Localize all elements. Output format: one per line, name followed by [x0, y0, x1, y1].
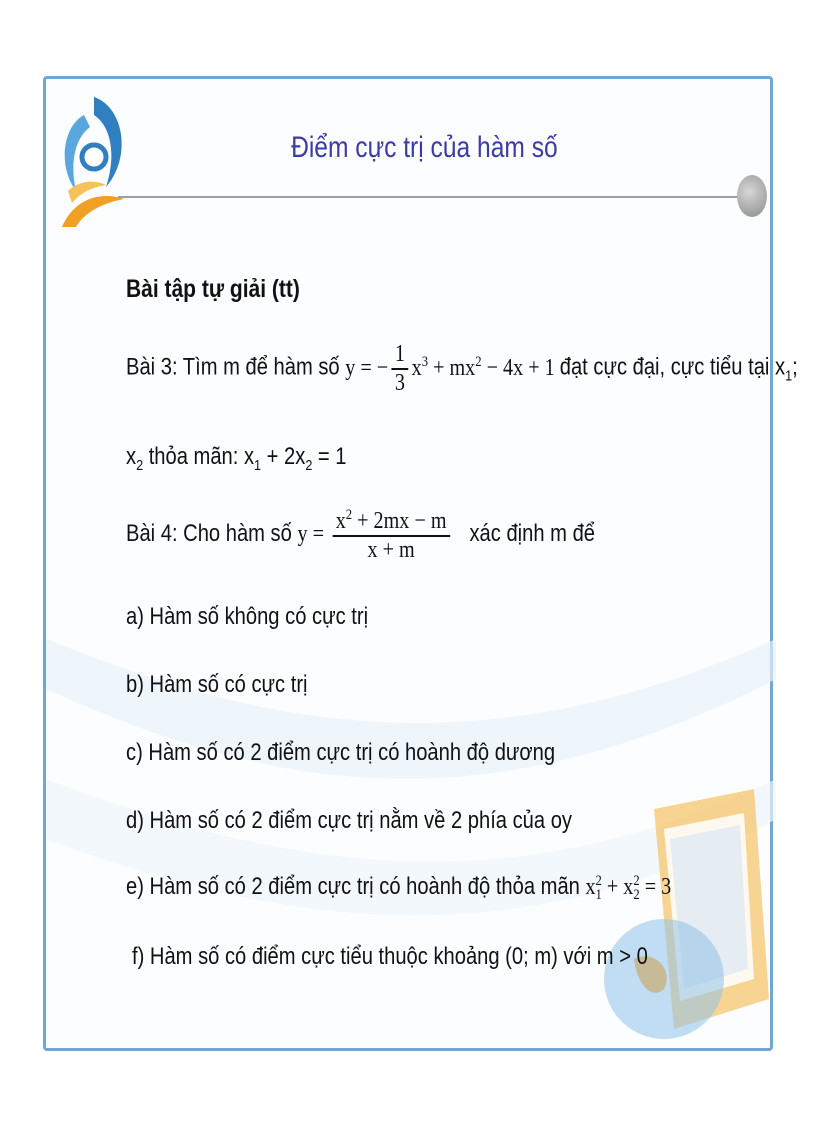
e-sub-2: 2: [633, 887, 640, 904]
cond-mid: thỏa mãn: x: [143, 443, 255, 470]
item-c: c) Hàm số có 2 điểm cực trị có hoành độ dương: [126, 739, 556, 766]
divider-knob-icon: [737, 175, 767, 217]
exponent-3: 3: [421, 353, 429, 370]
item-d: d) Hàm số có 2 điểm cực trị nằm về 2 phía của oy: [126, 807, 573, 834]
num-rest: + 2mx − m: [352, 508, 447, 534]
cond-sub-2b: 2: [305, 456, 313, 474]
fraction-numerator: [332, 507, 450, 537]
fraction-denominator: 3: [394, 370, 405, 396]
item-e-text: e) Hàm số có 2 điểm cực trị có hoành độ thỏa mãn: [126, 873, 580, 900]
num-x: x: [335, 508, 346, 534]
exercise-heading: Bài tập tự giải (tt): [126, 275, 300, 303]
cond-plus: + 2x: [261, 443, 306, 470]
fraction-one-third: [392, 341, 409, 397]
problem-4-formula: [297, 507, 458, 563]
rational-fraction: [332, 507, 450, 564]
num-exponent: 2: [345, 507, 353, 523]
fraction-denominator: x + m: [367, 537, 415, 563]
subscript-1: 1: [785, 367, 793, 385]
e-end: = 3: [639, 874, 672, 900]
problem-3-formula: [345, 341, 560, 396]
cond-end: = 1: [312, 443, 347, 470]
item-b: b) Hàm số có cực trị: [126, 671, 308, 698]
item-a: a) Hàm số không có cực trị: [126, 603, 369, 630]
e-sub-1: 1: [595, 887, 602, 904]
folder-globe-icon: [594, 769, 774, 1039]
slide-frame: [43, 76, 798, 1051]
slide-title: Điểm cực trị của hàm số: [291, 131, 558, 164]
e-x1: x: [585, 874, 596, 900]
problem-3-prefix: Bài 3: Tìm m để hàm số: [126, 353, 340, 381]
fraction-numerator: 1: [392, 341, 409, 370]
problem-3-line-2: [126, 443, 347, 474]
formula-x: x: [411, 354, 422, 381]
formula-rest: − 4x + 1: [481, 354, 555, 381]
item-e: [126, 873, 671, 902]
e-sup-2: 2: [633, 873, 640, 890]
item-f: f) Hàm số có điểm cực tiểu thuộc khoảng (0; m) với m > 0: [132, 943, 648, 970]
cond-x: x: [126, 443, 137, 470]
exponent-2: 2: [475, 353, 482, 370]
semicolon: ;: [792, 353, 798, 381]
problem-4-prefix: Bài 4: Cho hàm số: [126, 520, 292, 548]
e-sup-1: 2: [595, 873, 602, 890]
formula-y: y = −: [345, 354, 389, 381]
item-e-formula: [585, 873, 672, 904]
e-plus: + x: [601, 874, 634, 900]
problem-4-suffix: xác định m để: [469, 520, 595, 548]
cond-sub-1: 1: [254, 456, 262, 474]
title-divider: [118, 196, 742, 198]
cond-sub-2: 2: [136, 456, 144, 474]
formula-mx: + mx: [428, 354, 476, 381]
problem-3-line-1: [126, 341, 798, 397]
formula-y: y =: [297, 521, 324, 548]
problem-4-line: [126, 507, 595, 564]
problem-3-suffix: đạt cực đại, cực tiểu tại x: [559, 353, 786, 381]
